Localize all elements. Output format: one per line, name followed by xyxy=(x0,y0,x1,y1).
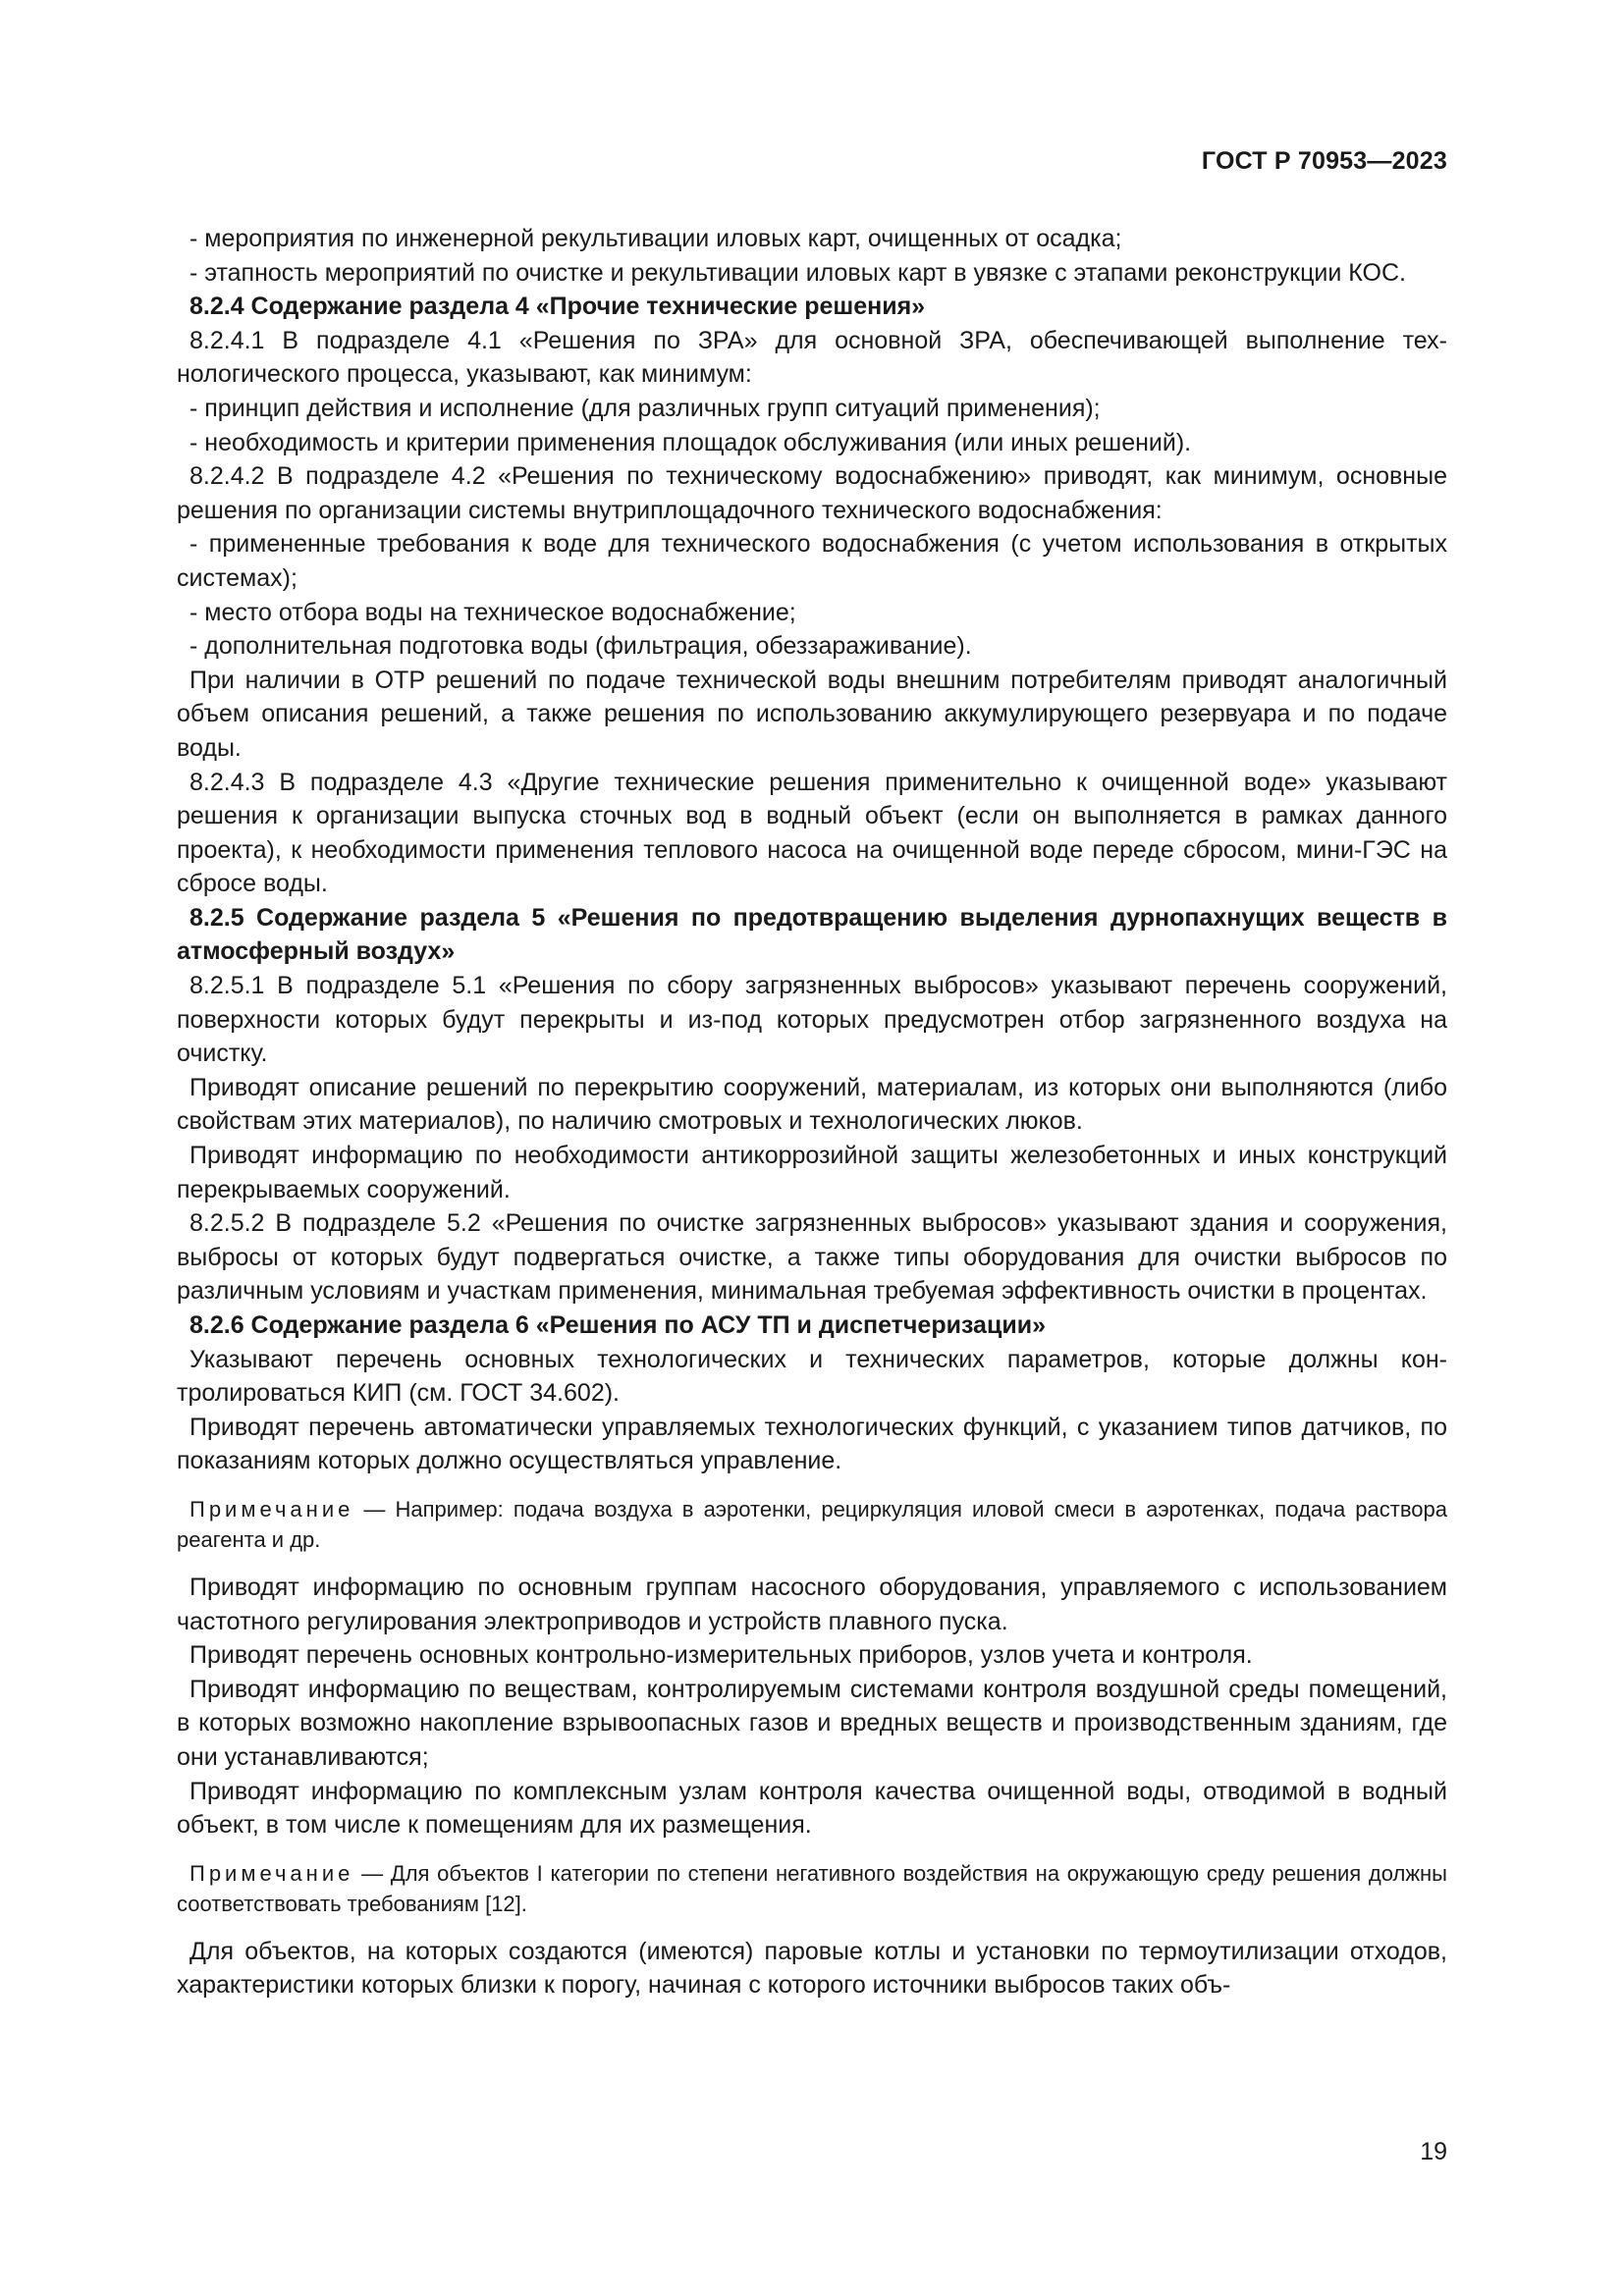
note-label: Примечание xyxy=(189,1496,354,1522)
list-item: - дополнительная подготовка воды (фильтрация, обеззараживание). xyxy=(189,632,972,661)
paragraph: 8.2.5.1 В подразделе 5.1 «Решения по сбору загрязненных выбросов» указывают перечень сооружений, поверхности которых будут перекрыты и из-под которых предусмотрен отбор загрязненного воздуха на очистку. xyxy=(177,972,1447,1068)
note xyxy=(177,1858,1447,1919)
paragraph: Приводят информацию по комплексным узлам контроля качества очищенной воды, отводимой в водный объект, в том числе к помещениям для их размещения. xyxy=(177,1777,1447,1840)
paragraph: Приводят перечень автоматически управляемых технологических функций, с указанием типов датчиков, по показаниям которых должно осуществляться управление. xyxy=(177,1413,1447,1475)
paragraph: Приводят описание решений по перекрытию сооружений, материалам, из которых они выполняются (либо свойствам этих материалов), по наличию смотровых и технологических люков. xyxy=(177,1073,1447,1136)
paragraph: Приводят информацию по необходимости антикоррозийной защиты железобетонных и иных конструкций перекрываемых сооружений. xyxy=(177,1142,1447,1203)
note xyxy=(177,1494,1447,1555)
note-text: — Например: подача воздуха в аэротенки, рециркуляция иловой смеси в аэротенках, подача раствора реагента и др. xyxy=(177,1496,1447,1552)
paragraph: 8.2.4.2 В подразделе 4.2 «Решения по техническому водоснабжению» приводят, как минимум, основные решения по организации системы внутриплощадочного технического водоснабжения: xyxy=(177,462,1447,524)
paragraph: Приводят информацию по основным группам насосного оборудования, управляемого с использованием частотного регулирования электроприводов и устройств плавного пуска. xyxy=(177,1573,1447,1635)
note-label: Примечание xyxy=(189,1860,354,1886)
paragraph: Для объектов, на которых создаются (имеются) паровые котлы и установки по термоутилизации отходов, характеристики которых близки к порогу, начиная с которого источники выбросов таких объ- xyxy=(177,1937,1447,2000)
paragraph: 8.2.4.3 В подразделе 4.3 «Другие технические решения применительно к очищенной воде» указывают решения к организации выпуска сточных вод в водный объект (если он выполняется в рамках данного проекта), к необходимости применения теплового насоса на очищенной воде переде сбросом, мини-ГЭС на сбросе воды. xyxy=(177,768,1447,898)
section-heading: 8.2.4 Содержание раздела 4 «Прочие технические решения» xyxy=(189,293,926,321)
list-item: - место отбора воды на техническое водоснабжение; xyxy=(189,598,796,626)
list-item: - мероприятия по инженерной рекультивации иловых карт, очищенных от осадка; xyxy=(189,225,1122,252)
document-body xyxy=(177,222,1447,2002)
page-number: 19 xyxy=(1420,2138,1447,2165)
section-heading: 8.2.6 Содержание раздела 6 «Решения по АСУ ТП и диспетчеризации» xyxy=(189,1311,1046,1339)
list-item: - необходимость и критерии применения площадок обслуживания (или иных решений). xyxy=(189,428,1192,456)
paragraph: Приводят перечень основных контрольно-измерительных приборов, узлов учета и контроля. xyxy=(189,1641,1253,1670)
note-text: — Для объектов I категории по степени негативного воздействия на окружающую среду решения должны соответствовать требованиям [12]. xyxy=(177,1860,1447,1916)
paragraph: Указывают перечень основных технологических и технических параметров, которые должны контролироваться КИП (см. ГОСТ 34.602). xyxy=(177,1345,1447,1408)
section-heading: 8.2.5 Содержание раздела 5 «Решения по предотвращению выделения дурнопахнущих веществ в атмосферный воздух» xyxy=(177,903,1447,966)
list-item: - этапность мероприятий по очистке и рекультивации иловых карт в увязке с этапами реконструкции КОС. xyxy=(189,258,1407,287)
paragraph: При наличии в ОТР решений по подаче технической воды внешним потребителям приводят аналогичный объем описания решений, а также решения по использованию аккумулирующего резервуара и по подаче воды. xyxy=(177,666,1447,762)
document-header: ГОСТ Р 70953—2023 xyxy=(1201,147,1447,175)
paragraph: Приводят информацию по веществам, контролируемым системами контроля воздушной среды помещений, в которых возможно накопление взрывоопасных газов и вредных веществ и производственным зданиям, где они устанавливаются; xyxy=(177,1675,1447,1771)
paragraph: 8.2.4.1 В подразделе 4.1 «Решения по ЗРА» для основной ЗРА, обеспечивающей выполнение технологического процесса, указывают, как минимум: xyxy=(177,326,1447,389)
paragraph: 8.2.5.2 В подразделе 5.2 «Решения по очистке загрязненных выбросов» указывают здания и сооружения, выбросы от которых будут подвергаться очистке, а также типы оборудования для очистки выбросов по различным условиям и участкам применения, минимальная требуемая эффективность очистки в процентах. xyxy=(177,1209,1447,1306)
list-item: - примененные требования к воде для технического водоснабжения (с учетом использования в открытых системах); xyxy=(177,530,1447,592)
list-item: - принцип действия и исполнение (для различных групп ситуаций применения); xyxy=(189,394,1101,422)
